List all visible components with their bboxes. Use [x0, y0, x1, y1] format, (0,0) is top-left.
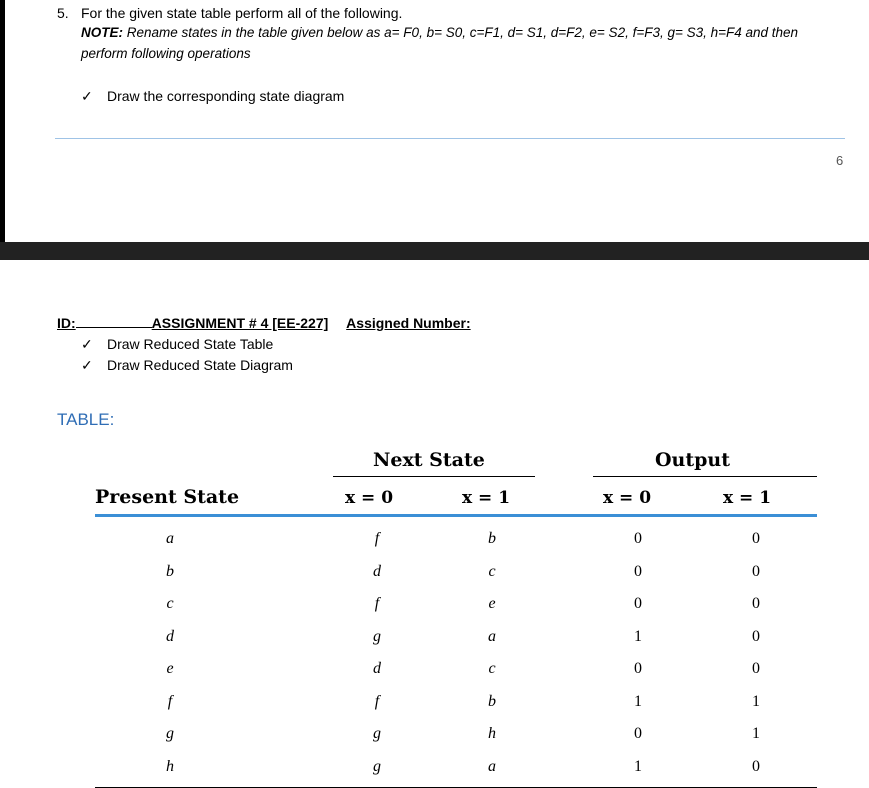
checkmark-icon: ✓	[81, 88, 93, 104]
next-state-x1-cell: e	[488, 595, 496, 612]
next-state-x0-cell: d	[373, 660, 381, 677]
present-state-cell: e	[166, 660, 174, 677]
note-label: NOTE:	[81, 25, 123, 40]
assignment-task-label: Draw Reduced State Diagram	[107, 357, 293, 373]
output-x0-cell: 1	[634, 627, 642, 645]
separator-rule	[55, 138, 845, 139]
page-left-border	[0, 0, 5, 242]
next-x0-header: x = 0	[345, 488, 394, 508]
output-x1-cell: 0	[752, 562, 760, 580]
question-prompt: For the given state table perform all of the following.	[81, 5, 403, 21]
next-state-x0-cell: f	[374, 530, 380, 547]
output-x1-cell: 0	[752, 757, 760, 775]
assignment-header	[57, 315, 471, 331]
next-state-header: Next State	[373, 449, 485, 471]
assigned-number-label: Assigned Number:	[346, 315, 471, 331]
present-state-cell: h	[166, 757, 174, 775]
next-state-x1-cell: a	[488, 757, 496, 775]
output-header: Output	[655, 449, 731, 471]
next-x1-header: x = 1	[462, 488, 511, 508]
page-divider-band	[0, 242, 869, 260]
checkmark-icon: ✓	[81, 357, 93, 373]
next-state-x1-cell: c	[488, 660, 496, 677]
present-state-cell: c	[166, 595, 174, 612]
output-rule	[593, 476, 817, 477]
next-state-x0-cell: f	[374, 692, 380, 710]
next-state-x1-cell: b	[488, 530, 496, 547]
output-x1-cell: 0	[752, 595, 760, 612]
next-state-x1-cell: h	[488, 725, 496, 742]
output-x1-cell: 0	[752, 627, 760, 645]
next-state-x1-cell: b	[488, 692, 496, 710]
next-state-x0-cell: g	[373, 627, 381, 645]
note-text: Rename states in the table given below as a= F0, b= S0, c=F1, d= S1, d=F2, e= S2, f=F3, g= S3, h=F4 and then	[126, 25, 799, 40]
present-state-header: Present State	[95, 486, 240, 508]
id-label: ID:	[57, 315, 76, 331]
task-item	[81, 88, 344, 105]
next-state-x0-cell: g	[373, 725, 381, 742]
table-header-rule	[95, 514, 817, 517]
assignment-task-label: Draw Reduced State Table	[107, 336, 274, 352]
next-state-x0-cell: f	[374, 595, 380, 612]
out-x0-header: x = 0	[603, 488, 652, 508]
assignment-task-2	[81, 357, 293, 374]
present-state-cell: f	[167, 692, 173, 710]
present-state-cell: g	[166, 725, 174, 742]
output-x1-cell: 0	[752, 530, 760, 547]
question-number: 5.	[57, 5, 69, 21]
note-text-line2: perform following operations	[81, 46, 251, 61]
output-x0-cell: 1	[634, 692, 642, 710]
out-x1-header: x = 1	[723, 488, 772, 508]
output-x1-cell: 1	[752, 725, 760, 742]
output-x0-cell: 1	[634, 757, 642, 775]
output-x1-cell: 0	[752, 660, 760, 677]
next-state-x0-cell: g	[373, 757, 381, 775]
table-label: TABLE:	[57, 410, 115, 429]
present-state-cell: b	[166, 562, 174, 580]
next-state-x1-cell: a	[488, 627, 496, 645]
present-state-cell: d	[166, 627, 174, 645]
present-state-cell: a	[166, 530, 174, 547]
assignment-task-1	[81, 336, 273, 353]
page-number: 6	[836, 153, 844, 168]
assignment-title: ASSIGNMENT # 4 [EE-227]	[151, 315, 329, 331]
next-state-rule	[333, 476, 535, 477]
question-note	[81, 25, 798, 40]
output-x0-cell: 0	[634, 595, 642, 612]
output-x1-cell: 1	[752, 692, 760, 710]
checkmark-icon: ✓	[81, 336, 93, 352]
output-x0-cell: 0	[634, 660, 642, 677]
next-state-x1-cell: c	[488, 562, 496, 580]
id-blank	[76, 315, 152, 328]
output-x0-cell: 0	[634, 562, 642, 580]
output-x0-cell: 0	[634, 530, 642, 547]
output-x0-cell: 0	[634, 725, 642, 742]
next-state-x0-cell: d	[373, 562, 381, 580]
task-label: Draw the corresponding state diagram	[107, 88, 345, 104]
